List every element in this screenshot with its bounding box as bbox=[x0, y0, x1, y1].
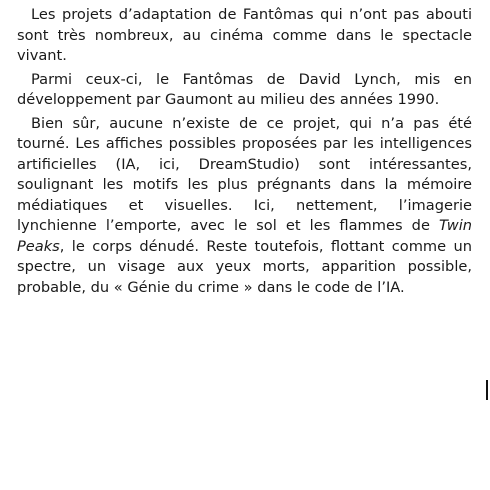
body-text bbox=[17, 5, 472, 301]
paragraph-3-text-start: Bien sûr, aucune n’existe de ce projet, qui n’a pas été tourné. Les affiches possibles proposées par les intelligences artificielles (IA, ici, DreamStudio) sont intéressantes, soulignant les motifs les plus prégnants dans la mémoire médiatiques et visuelles. Ici, nettement, l’imagerie lynchienne l’emporte, avec le sol et les flammes de bbox=[17, 114, 472, 234]
paragraph-2: Parmi ceux-ci, le Fantômas de David Lynch, mis en développement par Gaumont au milieu des années 1990. bbox=[17, 70, 472, 108]
italic-title-twin-peaks: Twin Peaks bbox=[17, 217, 472, 255]
text-cursor bbox=[486, 380, 488, 400]
paragraph-1: Les projets d’adaptation de Fantômas qui n’ont pas abouti sont très nombreux, au cinéma comme dans le spectacle vivant. bbox=[17, 6, 472, 64]
paragraph-3-text-end: , le corps dénudé. Reste toutefois, flottant comme un spectre, un visage aux yeux morts, apparition possible, probable, du « Génie du crime » dans le code de l’IA. bbox=[17, 237, 472, 296]
paragraph-3 bbox=[17, 114, 472, 299]
